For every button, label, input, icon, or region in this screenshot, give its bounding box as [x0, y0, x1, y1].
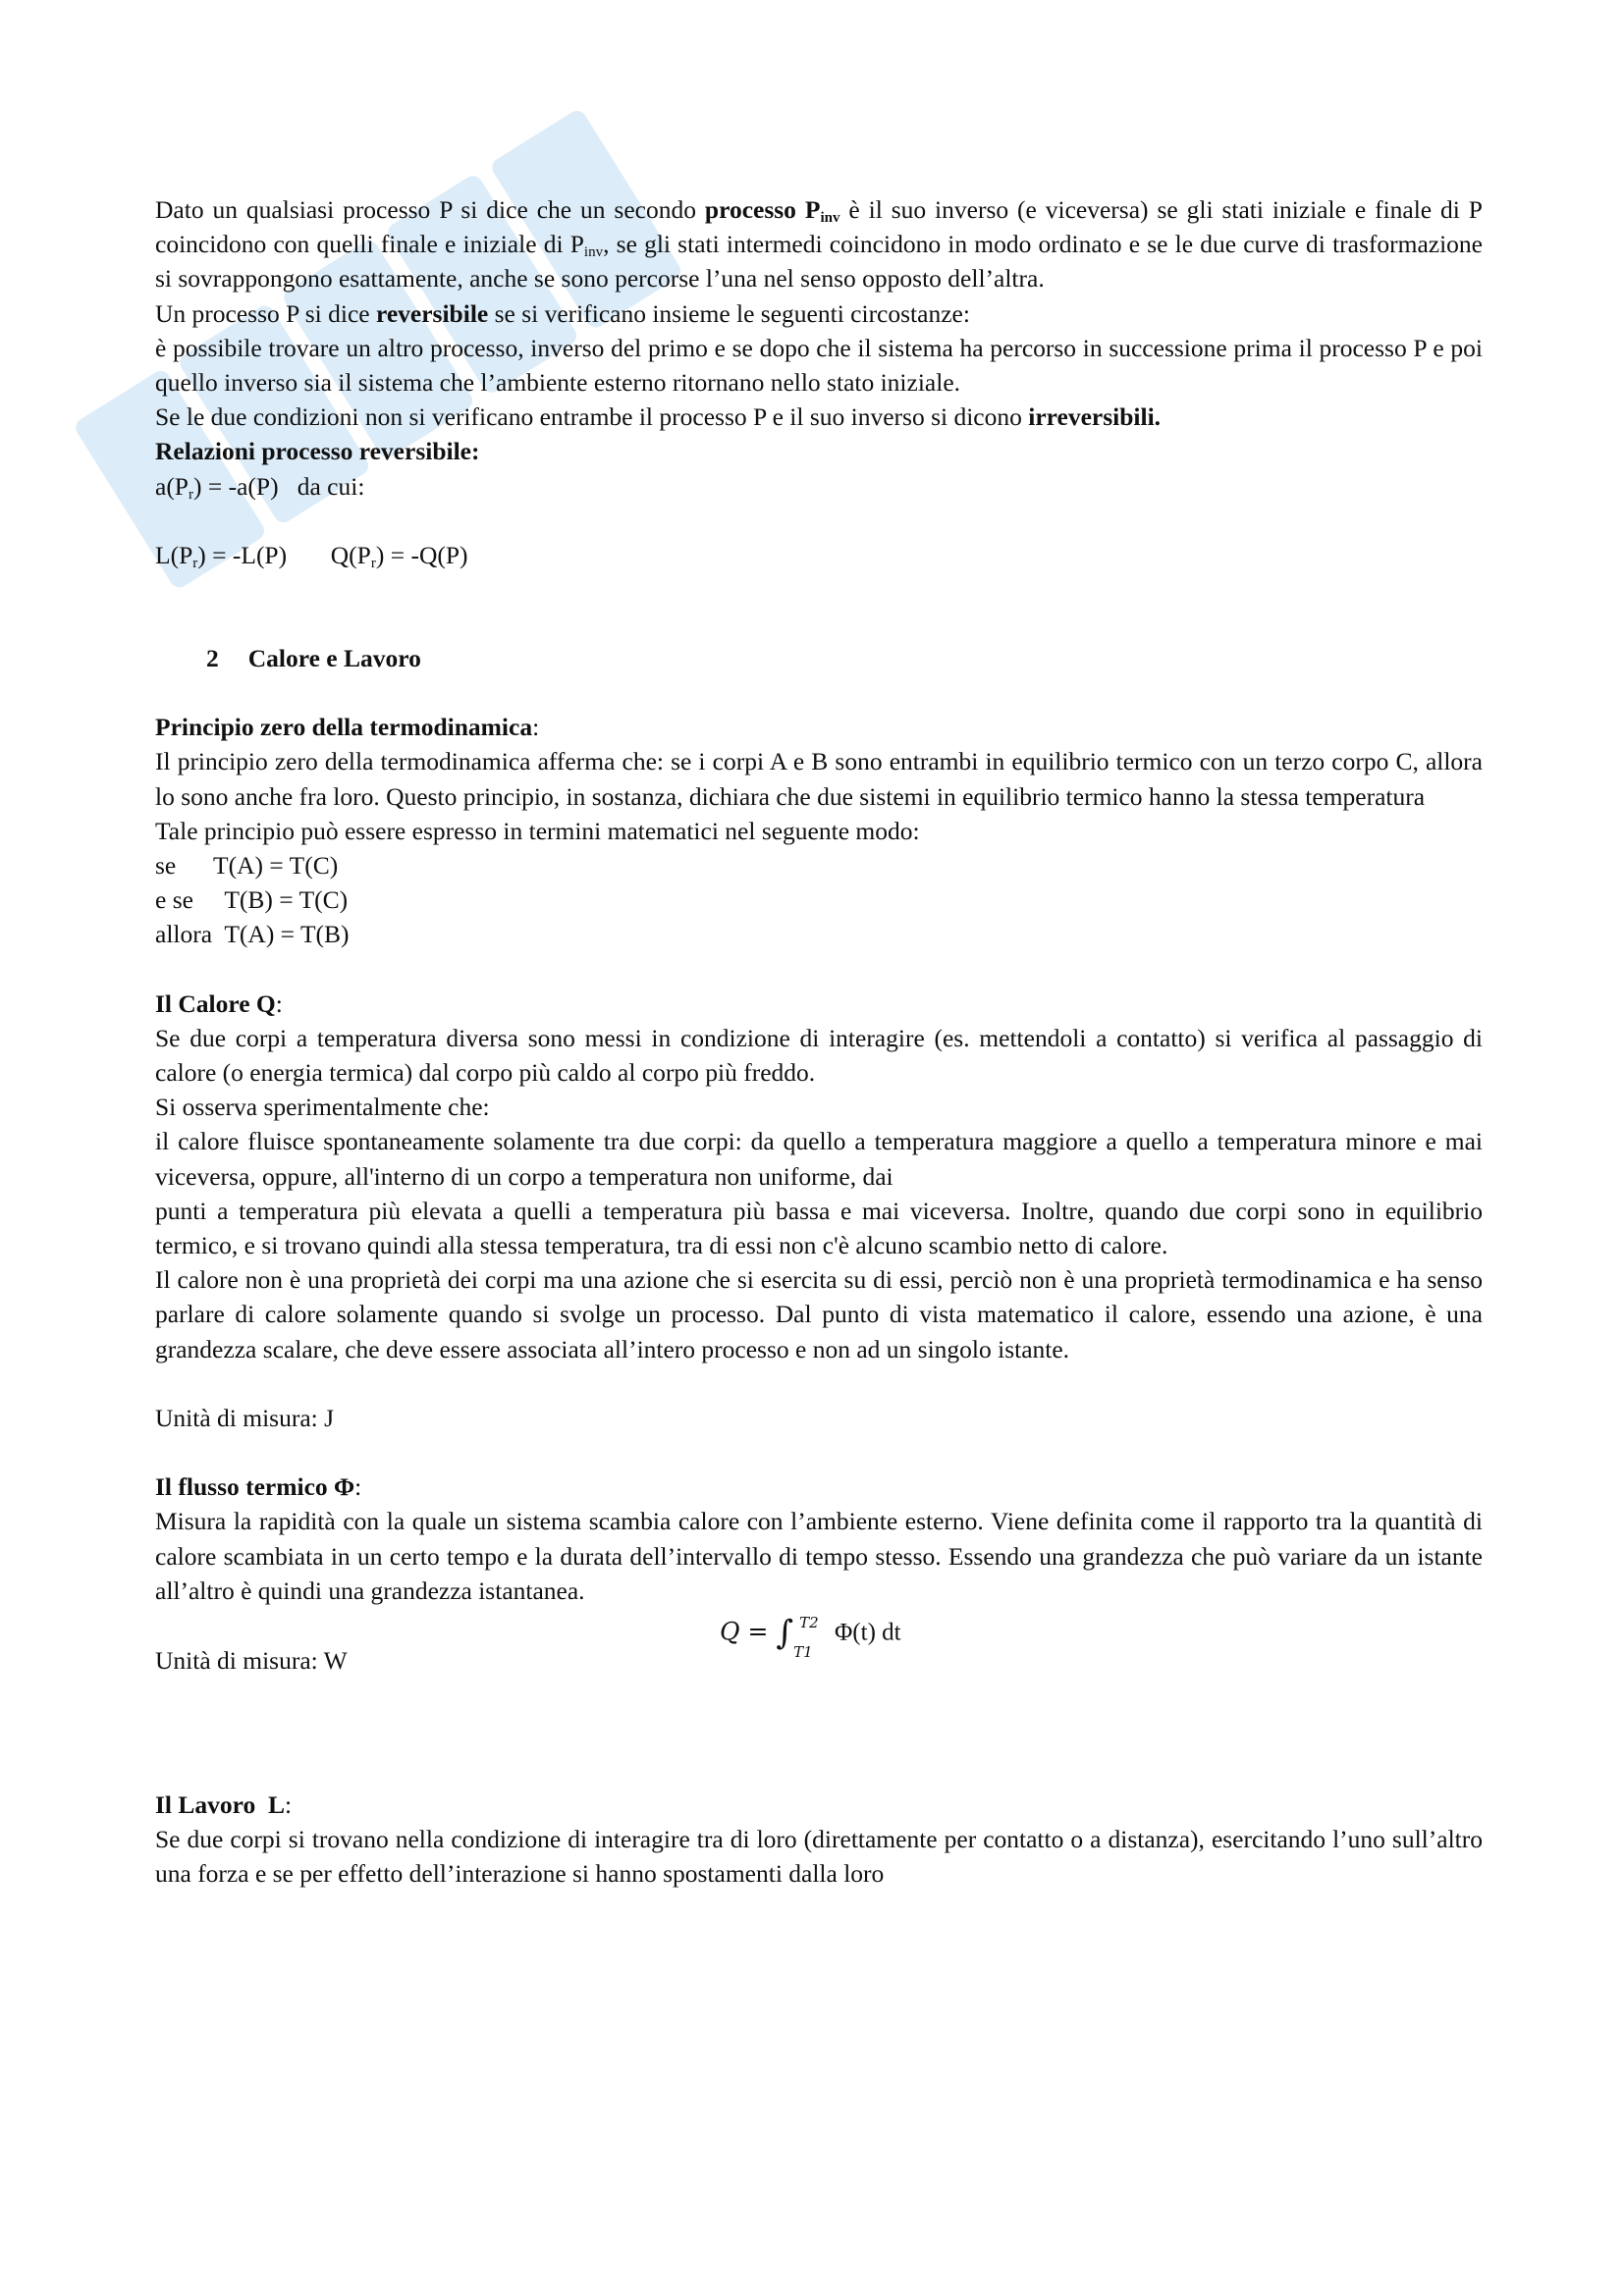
math-line: se T(A) = T(C): [155, 851, 339, 881]
text: Un processo P si dice: [155, 298, 370, 328]
colon: :: [275, 988, 283, 1018]
math-line: e se T(B) = T(C): [155, 885, 349, 915]
unit-flusso: Unità di misura: W: [155, 1645, 348, 1675]
unit-calore: Unità di misura: J: [155, 1403, 335, 1432]
heading-relations: Relazioni processo reversibile:: [155, 437, 480, 466]
section-title: Calore e Lavoro: [247, 644, 421, 673]
paragraph-irreversible: [155, 400, 1483, 434]
text: ) = -a(P) da cui:: [193, 471, 365, 501]
lower-limit: T1: [793, 1642, 813, 1661]
document-page: [155, 192, 1483, 1892]
paragraph-reversible: [155, 296, 1483, 331]
equation-heat-integral: [720, 1613, 901, 1661]
colon: :: [285, 1789, 293, 1819]
text: è il suo inverso (e viceversa) se gli stati iniziale e finale di P coincidono con quelli finale e iniziale di P: [155, 195, 1483, 259]
subscript: r: [192, 555, 198, 571]
text: ) = -L(P) Q(P: [197, 540, 371, 569]
relation-line-1: [155, 469, 1483, 504]
term-irreversibili: irreversibili.: [1028, 402, 1162, 432]
paragraph-inverse-process: [155, 192, 1483, 296]
paragraph-principio-zero: Il principio zero della termodinamica afferma che: se i corpi A e B sono entrambi in equilibrio termico con un terzo corpo C, allora lo sono anche fra loro. Questo principio, in sostanza, dichiara che due sistemi in equilibrio termico hanno la stessa temperatura: [155, 747, 1483, 811]
text: L(P: [155, 540, 193, 569]
section-number: 2: [206, 644, 219, 673]
relation-line-2: [155, 538, 1483, 572]
section-heading: [155, 641, 1483, 675]
heading-principio-zero: [155, 710, 1483, 744]
subscript: r: [370, 555, 376, 571]
integral-sign: ∫: [776, 1613, 794, 1653]
equation-row: [155, 1608, 1483, 1684]
heading-lavoro: [155, 1788, 1483, 1822]
paragraph-lavoro: Se due corpi si trovano nella condizione di interagire tra di loro (direttamente per contatto o a distanza), esercitando l’uno sull’altro una forza e se per effetto dell’interazione si hanno spostamenti dalla loro: [155, 1825, 1483, 1889]
integral-limits: [793, 1613, 827, 1661]
paragraph-reversible-condition: è possibile trovare un altro processo, inverso del primo e se dopo che il sistema ha percorso in successione prima il processo P e poi quello inverso sia il sistema che l’ambiente esterno ritornano nello stato iniziale.: [155, 333, 1483, 398]
paragraph-calore-4: punti a temperatura più elevata a quelli a temperatura più bassa e mai viceversa. Inoltre, quando due corpi sono in equilibrio termico, e si trovano quindi alla stessa temperatura, tra di essi non c'è alcuno scambio netto di calore.: [155, 1196, 1483, 1260]
paragraph-calore-1: Se due corpi a temperatura diversa sono messi in condizione di interagire (es. mettendoli a contatto) si verifica al passaggio di calore (o energia termica) dal corpo più caldo al corpo più freddo.: [155, 1023, 1483, 1088]
paragraph-calore-3: il calore fluisce spontaneamente solamente tra due corpi: da quello a temperatura maggiore a quello a temperatura minore e mai viceversa, oppure, all'interno di un corpo a temperatura non uniforme, dai: [155, 1127, 1483, 1191]
heading-flusso: [155, 1469, 1483, 1504]
text: ) = -Q(P): [375, 540, 468, 569]
paragraph-flusso: Misura la rapidità con la quale un sistema scambia calore con l’ambiente esterno. Viene definita come il rapporto tra la quantità di calore scambiata in un certo tempo e la durata dell’intervallo di tempo stesso. Essendo una grandezza che può variare da un istante all’altro è quindi una grandezza istantanea.: [155, 1507, 1483, 1605]
term-processo-pinv: processo P: [704, 195, 821, 224]
math-line: allora T(A) = T(B): [155, 920, 350, 949]
paragraph-calore-5: Il calore non è una proprietà dei corpi ma una azione che si esercita su di essi, perciò non è una proprietà termodinamica e ha senso parlare di calore solamente quando si svolge un processo. Dal punto di vista matematico il calore, essendo una azione, è una grandezza scalare, che deve essere associata all’intero processo e non ad un singolo istante.: [155, 1265, 1483, 1363]
colon: :: [532, 713, 540, 742]
heading-text: Il Lavoro L: [155, 1789, 286, 1819]
paragraph-principio-math-intro: Tale principio può essere espresso in termini matematici nel seguente modo:: [155, 816, 920, 845]
heading-text: Il Calore Q: [155, 988, 276, 1018]
heading-calore: [155, 987, 1483, 1021]
upper-limit: T2: [799, 1613, 819, 1631]
heading-text: Principio zero della termodinamica: [155, 713, 533, 742]
text: se si verificano insieme le seguenti circostanze:: [494, 298, 970, 328]
colon: :: [354, 1472, 362, 1502]
text: Dato un qualsiasi processo P si dice che un secondo: [155, 195, 696, 224]
eq-rhs: Φ(t) dt: [835, 1619, 901, 1646]
text: , se gli stati intermedi coincidono in modo ordinato e se le due curve di trasformazione si sovrappongono esattamente, anche se sono percorse l’una nel senso opposto dell’altra.: [155, 230, 1483, 294]
text: Se le due condizioni non si verificano entrambe il processo P e il suo inverso si dicono: [155, 402, 1022, 432]
eq-equals: =: [747, 1617, 769, 1646]
paragraph-calore-2: Si osserva sperimentalmente che:: [155, 1093, 490, 1122]
eq-lhs: Q: [720, 1617, 740, 1646]
subscript: r: [189, 486, 193, 503]
text: a(P: [155, 471, 189, 501]
term-reversibile: reversibile: [375, 298, 489, 328]
subscript: inv: [820, 210, 840, 226]
heading-text: Il flusso termico Φ: [155, 1472, 355, 1502]
subscript: inv: [583, 244, 604, 261]
